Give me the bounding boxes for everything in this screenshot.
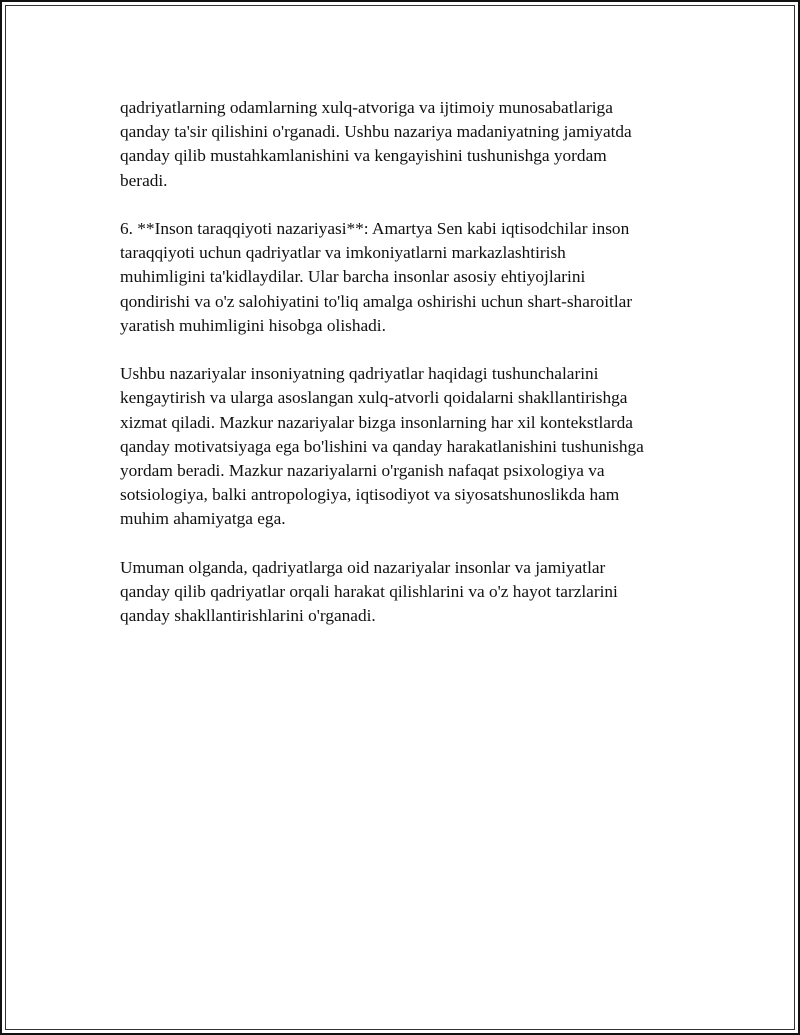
paragraph-human-development-theory: 6. **Inson taraqqiyoti nazariyasi**: Amartya Sen kabi iqtisodchilar inson taraqqiyoti uchun qadriyatlar va imkoniyatlarni markazlashtirish muhimligini ta'kidlaydilar. Ular barcha insonlar asosiy ehtiyojlarini qondirishi va o'z salohiyatini to'liq amalga oshirishi uchun shart-sharoitlar yaratish muhimligini hisobga olishadi. (120, 219, 633, 335)
paragraph-conclusion: Umuman olganda, qadriyatlarga oid nazariyalar insonlar va jamiyatlar qanday qilib qadriyatlar orqali harakat qilishlarini va o'z hayot tarzlarini qanday shakllantirishlarini o'rganadi. (120, 557, 618, 626)
document-body (120, 96, 700, 653)
paragraph-continuation: qadriyatlarning odamlarning xulq-atvoriga va ijtimoiy munosabatlariga qanday ta'sir qilishini o'rganadi. Ushbu nazariya madaniyatning jamiyatda qanday qilib mustahkamlanishini va kengayishini tushunishga yordam beradi. (120, 98, 632, 190)
paragraph-theories-summary: Ushbu nazariyalar insoniyatning qadriyatlar haqidagi tushunchalarini kengaytirish va ularga asoslangan xulq-atvorli qoidalarni shakllantirishga xizmat qiladi. Mazkur nazariyalar bizga insonlarning har xil kontekstlarda qanday motivatsiyaga ega bo'lishini va qanday harakatlanishini tushunishga yordam beradi. Mazkur nazariyalarni o'rganish nafaqat psixologiya va sotsiologiya, balki antropologiya, iqtisodiyot va siyosatshunoslikda ham muhim ahamiyatga ega. (120, 364, 644, 529)
